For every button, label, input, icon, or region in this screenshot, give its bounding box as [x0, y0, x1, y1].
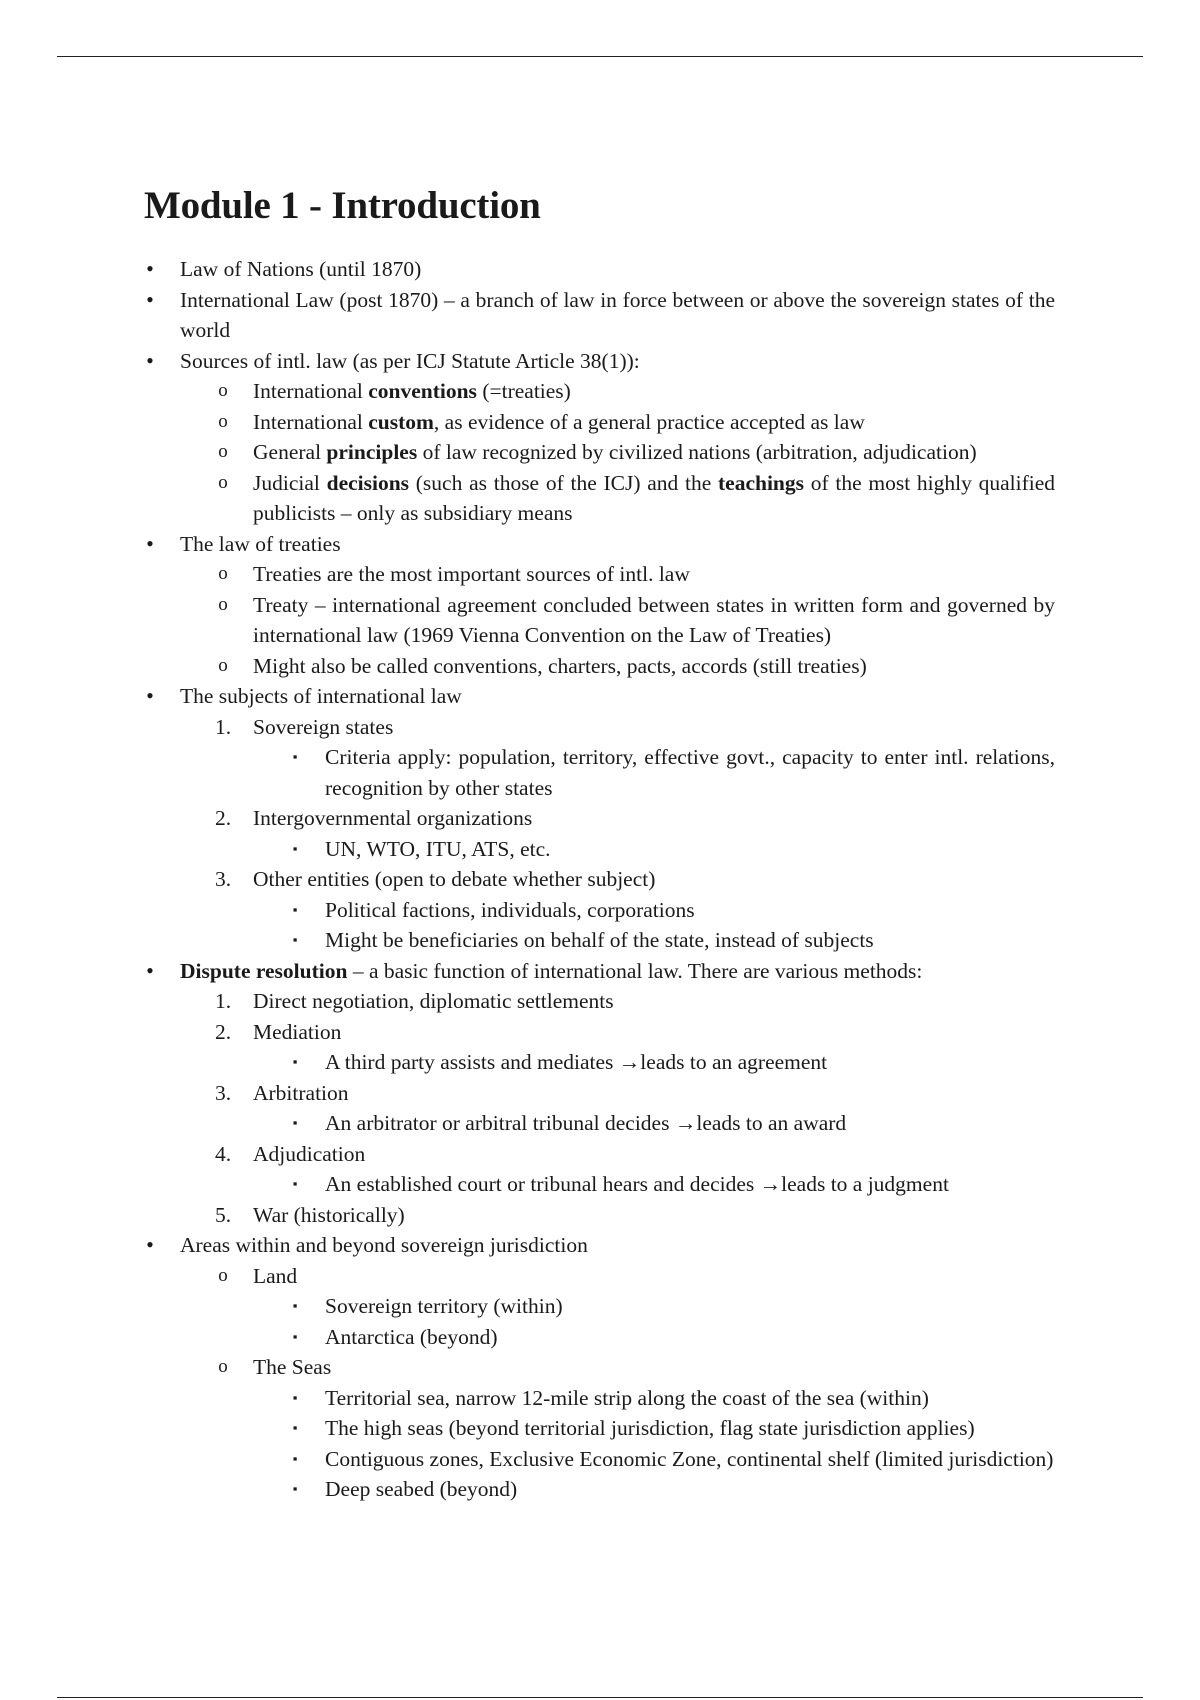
- square-bullet-icon: ▪: [292, 749, 298, 764]
- bullet-icon: •: [146, 683, 154, 708]
- bullet-icon: •: [146, 1232, 154, 1257]
- numbered-item-text: War (historically): [253, 1202, 405, 1227]
- sub-list-item-text: [253, 376, 1055, 407]
- item-number: 5.: [214, 1202, 232, 1227]
- square-bullet-icon: ▪: [292, 932, 298, 947]
- list-item-text: Areas within and beyond sovereign jurisdiction: [180, 1233, 588, 1257]
- list-item: [146, 681, 1055, 712]
- sub-sub-list-item-text: Sovereign territory (within): [325, 1294, 563, 1318]
- numbered-item: [214, 1078, 1055, 1109]
- list-item-text: The subjects of international law: [180, 684, 462, 708]
- numbered-item-text: Mediation: [253, 1019, 342, 1044]
- numbered-item: [214, 986, 1055, 1017]
- numbered-item: [214, 803, 1055, 834]
- item-number: 2.: [214, 1019, 232, 1044]
- square-bullet-icon: ▪: [292, 1328, 298, 1344]
- bold-term: Dispute resolution: [180, 958, 348, 983]
- text-run: leads to an award: [696, 1111, 847, 1135]
- list-item: [146, 1230, 1055, 1261]
- text-run: leads to an agreement: [640, 1050, 828, 1074]
- text-run: International: [253, 409, 369, 434]
- list-item: [146, 254, 1055, 285]
- sub-sub-list-item-text: The high seas (beyond territorial jurisdiction, flag state jurisdiction applies): [325, 1416, 975, 1440]
- sub-sub-list-item-text: [325, 1047, 1055, 1078]
- text-run: of the most highly qualified publicists – only as subsidiary means: [253, 470, 1056, 525]
- sub-sub-list-item: [292, 1383, 1055, 1414]
- text-run: – a basic function of international law. There are various methods:: [347, 958, 923, 983]
- sub-sub-list-item: [292, 1108, 1055, 1139]
- list-item: [146, 346, 1055, 377]
- item-number: 2.: [214, 806, 232, 830]
- text-run: An arbitrator or arbitral tribunal decides: [325, 1111, 670, 1135]
- footer-rule: [57, 1697, 1143, 1698]
- numbered-item: [214, 712, 1055, 743]
- bold-term: conventions: [368, 379, 477, 403]
- bullet-icon: •: [146, 530, 154, 556]
- numbered-item: [214, 1139, 1055, 1170]
- text-run: (such as those of the ICJ) and the: [409, 470, 718, 495]
- list-item: [146, 956, 1055, 987]
- sub-sub-list-item-text: Criteria apply: population, territory, effective govt., capacity to enter intl. relations, recognition by other states: [325, 745, 1055, 800]
- sub-sub-list-item: [292, 1322, 1055, 1353]
- square-bullet-icon: ▪: [292, 1481, 298, 1496]
- sub-sub-list-item: [292, 925, 1055, 956]
- text-run: International: [253, 379, 369, 403]
- sub-sub-list-item-text: [325, 1108, 1055, 1139]
- sub-sub-list-item: [292, 1169, 1055, 1200]
- sub-sub-list-item-text: UN, WTO, ITU, ATS, etc.: [325, 836, 551, 861]
- sub-sub-list-item-text: Deep seabed (beyond): [325, 1477, 518, 1501]
- sub-sub-list-item: [292, 834, 1055, 865]
- sub-sub-list-item-text: Contiguous zones, Exclusive Economic Zone, continental shelf (limited jurisdiction): [325, 1446, 1054, 1471]
- right-arrow-icon: →: [618, 1050, 641, 1074]
- sub-sub-list-item: [292, 1444, 1055, 1475]
- circle-bullet-icon: o: [218, 380, 228, 401]
- numbered-item-text: Other entities (open to debate whether subject): [253, 867, 656, 891]
- sub-sub-list-item-text: Antarctica (beyond): [325, 1324, 498, 1349]
- square-bullet-icon: ▪: [292, 1054, 298, 1069]
- bullet-icon: •: [146, 347, 154, 373]
- sub-list-item: [218, 1261, 1055, 1292]
- sub-sub-list-item: [292, 1474, 1055, 1505]
- circle-bullet-icon: o: [218, 563, 228, 584]
- numbered-item-text: Sovereign states: [253, 714, 394, 739]
- sub-sub-list-item: [292, 742, 1055, 803]
- circle-bullet-icon: o: [218, 1356, 228, 1377]
- square-bullet-icon: ▪: [292, 901, 298, 917]
- text-run: A third party assists and mediates: [325, 1050, 614, 1074]
- sub-list-item-text: Might also be called conventions, charters, pacts, accords (still treaties): [253, 653, 867, 678]
- right-arrow-icon: →: [759, 1172, 782, 1196]
- text-run: General: [253, 440, 327, 464]
- list-item: [146, 529, 1055, 560]
- bullet-icon: •: [146, 256, 154, 281]
- sub-list-item: [218, 468, 1056, 529]
- sub-sub-list-item-text: Territorial sea, narrow 12-mile strip along the coast of the sea (within): [325, 1385, 929, 1410]
- list-item-text: [180, 956, 1055, 987]
- sub-sub-list-item-text: Might be beneficiaries on behalf of the state, instead of subjects: [325, 928, 874, 952]
- item-number: 1.: [214, 989, 232, 1013]
- bold-term: principles: [326, 440, 418, 464]
- sub-sub-list-item: [292, 1291, 1055, 1322]
- bold-term: decisions: [326, 470, 410, 495]
- sub-list-item: [218, 407, 1055, 438]
- text-run: leads to a judgment: [781, 1172, 949, 1196]
- numbered-item-text: Arbitration: [253, 1080, 349, 1105]
- item-number: 3.: [214, 867, 232, 891]
- sub-sub-list-item: [292, 1413, 1055, 1444]
- list-item-text: International Law (post 1870) – a branch of law in force between or above the sovereign states of the world: [180, 287, 1055, 342]
- sub-list-item-text: [253, 468, 1055, 529]
- sub-list-item-text: The Seas: [253, 1355, 332, 1379]
- list-item-text: Sources of intl. law (as per ICJ Statute Article 38(1)):: [180, 348, 640, 373]
- item-number: 1.: [214, 714, 232, 739]
- text-run: Judicial: [253, 470, 327, 495]
- circle-bullet-icon: o: [218, 654, 228, 676]
- sub-sub-list-item-text: [325, 1169, 1055, 1200]
- text-run: An established court or tribunal hears and decides: [325, 1172, 755, 1196]
- sub-list-item: [218, 590, 1055, 651]
- document-body: [0, 254, 1200, 1505]
- sub-list-item-text: Treaty – international agreement concluded between states in written form and governed by international law (1969 Vienna Convention on the Law of Treaties): [253, 592, 1055, 647]
- numbered-item-text: Intergovernmental organizations: [253, 806, 533, 830]
- bold-term: custom: [368, 409, 434, 434]
- numbered-item: [214, 1200, 1055, 1231]
- sub-list-item-text: [253, 437, 1055, 468]
- sub-list-item: [218, 1352, 1055, 1383]
- square-bullet-icon: ▪: [292, 1298, 298, 1313]
- square-bullet-icon: ▪: [292, 840, 298, 856]
- text-run: (=treaties): [476, 379, 571, 403]
- circle-bullet-icon: o: [218, 471, 228, 493]
- numbered-item-text: Adjudication: [253, 1141, 366, 1166]
- circle-bullet-icon: o: [218, 593, 228, 615]
- text-run: , as evidence of a general practice accepted as law: [433, 409, 865, 434]
- page-title: Module 1 - Introduction: [144, 184, 541, 227]
- item-number: 3.: [214, 1080, 232, 1105]
- bullet-icon: •: [146, 957, 154, 983]
- bold-term: teachings: [718, 470, 804, 495]
- square-bullet-icon: ▪: [292, 1115, 298, 1130]
- sub-sub-list-item: [292, 895, 1055, 926]
- header-rule: [57, 56, 1143, 57]
- item-number: 4.: [214, 1141, 232, 1166]
- sub-sub-list-item-text: Political factions, individuals, corporations: [325, 897, 695, 922]
- square-bullet-icon: ▪: [292, 1450, 298, 1466]
- list-item-text: Law of Nations (until 1870): [180, 257, 422, 281]
- square-bullet-icon: ▪: [292, 1389, 298, 1405]
- square-bullet-icon: ▪: [292, 1176, 298, 1191]
- square-bullet-icon: ▪: [292, 1420, 298, 1435]
- sub-list-item-text: [253, 407, 1055, 438]
- numbered-item-text: Direct negotiation, diplomatic settlements: [253, 989, 614, 1013]
- circle-bullet-icon: o: [218, 441, 228, 462]
- sub-list-item: [218, 559, 1055, 590]
- list-item-text: The law of treaties: [180, 531, 341, 556]
- sub-list-item-text: Land: [253, 1263, 298, 1288]
- sub-list-item: [218, 376, 1055, 407]
- sub-sub-list-item: [292, 1047, 1055, 1078]
- text-run: of law recognized by civilized nations (arbitration, adjudication): [417, 440, 977, 464]
- right-arrow-icon: →: [674, 1111, 697, 1135]
- sub-list-item: [218, 651, 1055, 682]
- bullet-icon: •: [146, 286, 154, 312]
- circle-bullet-icon: o: [218, 1264, 228, 1286]
- list-item: [146, 285, 1055, 346]
- numbered-item: [214, 1017, 1055, 1048]
- numbered-item: [214, 864, 1055, 895]
- circle-bullet-icon: o: [218, 410, 228, 432]
- sub-list-item-text: Treaties are the most important sources of intl. law: [253, 562, 690, 586]
- sub-list-item: [218, 437, 1055, 468]
